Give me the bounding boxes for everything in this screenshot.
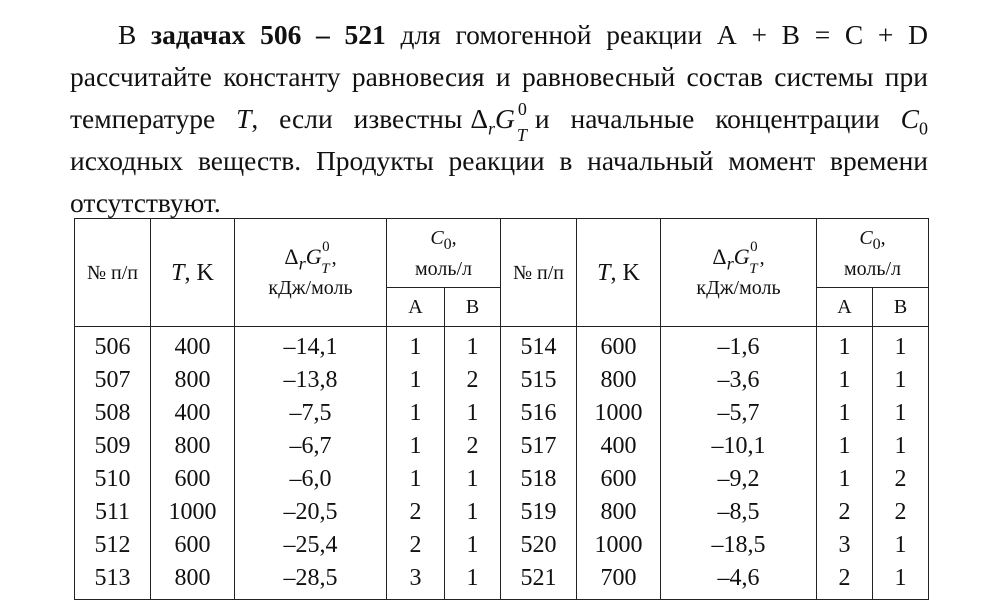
cell-left-temperature: 800: [151, 430, 235, 463]
data-table: [74, 218, 929, 600]
cell-left-number: 511: [75, 496, 151, 529]
cell-right-gibbs: –4,6: [661, 562, 817, 600]
cell-right-conc-b: 1: [873, 562, 929, 600]
cell-right-gibbs: –10,1: [661, 430, 817, 463]
cell-right-conc-b: 1: [873, 397, 929, 430]
cell-right-conc-b: 1: [873, 364, 929, 397]
cell-left-number: 512: [75, 529, 151, 562]
cell-left-temperature: 400: [151, 327, 235, 365]
cell-left-temperature: 600: [151, 529, 235, 562]
cell-right-number: 519: [501, 496, 577, 529]
cell-left-conc-a: 2: [387, 496, 445, 529]
cell-right-temperature: 700: [577, 562, 661, 600]
cell-left-conc-b: 1: [445, 529, 501, 562]
intro-lead: В: [118, 19, 137, 50]
cell-left-conc-a: 1: [387, 430, 445, 463]
intro-text-3: и начальные концентрации: [534, 103, 880, 134]
task-range: задачах 506 – 521: [151, 19, 386, 50]
header-gibbs-right: $\Delta_rG$ 0 T , кДж/моль: [661, 219, 817, 327]
cell-right-conc-a: 1: [817, 364, 873, 397]
cell-left-temperature: 400: [151, 397, 235, 430]
cell-right-gibbs: –3,6: [661, 364, 817, 397]
cell-left-conc-b: 1: [445, 327, 501, 365]
cell-left-conc-b: 2: [445, 364, 501, 397]
header-gibbs-left: $\Delta_rG$ 0 T , кДж/моль: [235, 219, 387, 327]
cell-right-temperature: 600: [577, 327, 661, 365]
header-b-right: В: [873, 288, 929, 327]
cell-right-temperature: 800: [577, 496, 661, 529]
cell-right-number: 521: [501, 562, 577, 600]
cell-right-number: 515: [501, 364, 577, 397]
table-row: [75, 496, 929, 529]
cell-left-conc-b: 1: [445, 463, 501, 496]
cell-right-gibbs: –5,7: [661, 397, 817, 430]
header-temperature-left: T, K: [151, 219, 235, 327]
table-row: [75, 397, 929, 430]
cell-right-conc-a: 1: [817, 430, 873, 463]
cell-left-temperature: 1000: [151, 496, 235, 529]
cell-left-temperature: 600: [151, 463, 235, 496]
cell-left-gibbs: –7,5: [235, 397, 387, 430]
cell-right-number: 520: [501, 529, 577, 562]
table-row: [75, 463, 929, 496]
header-concentration-right: $C_0$, моль/л: [817, 219, 929, 288]
cell-left-number: 508: [75, 397, 151, 430]
cell-right-conc-a: 1: [817, 397, 873, 430]
cell-left-conc-b: 2: [445, 430, 501, 463]
cell-left-conc-a: 1: [387, 463, 445, 496]
cell-left-gibbs: –6,0: [235, 463, 387, 496]
header-concentration-left: $C_0$, моль/л: [387, 219, 501, 288]
header-b-left: В: [445, 288, 501, 327]
cell-left-conc-a: 1: [387, 364, 445, 397]
header-number-left: № п/п: [75, 219, 151, 327]
gibbs-symbol: $\Delta_rG$ 0 T: [470, 99, 527, 145]
cell-right-gibbs: –8,5: [661, 496, 817, 529]
cell-left-gibbs: –25,4: [235, 529, 387, 562]
cell-left-conc-a: 3: [387, 562, 445, 600]
header-a-right: А: [817, 288, 873, 327]
cell-left-gibbs: –13,8: [235, 364, 387, 397]
cell-right-conc-b: 2: [873, 463, 929, 496]
task-description: [70, 14, 928, 224]
cell-left-conc-a: 2: [387, 529, 445, 562]
intro-text-4: исходных веществ. Продукты реакции в начальный момент времени отсутствуют.: [70, 145, 928, 218]
header-temperature-right: T, K: [577, 219, 661, 327]
cell-left-conc-b: 1: [445, 397, 501, 430]
cell-right-conc-b: 1: [873, 430, 929, 463]
cell-right-temperature: 400: [577, 430, 661, 463]
cell-right-number: 516: [501, 397, 577, 430]
cell-left-number: 507: [75, 364, 151, 397]
cell-right-conc-a: 1: [817, 463, 873, 496]
header-a-left: А: [387, 288, 445, 327]
table-row: [75, 327, 929, 365]
table-row: [75, 430, 929, 463]
cell-right-conc-b: 1: [873, 529, 929, 562]
cell-right-temperature: 800: [577, 364, 661, 397]
table-row: [75, 529, 929, 562]
table-body: [75, 327, 929, 600]
cell-right-conc-a: 1: [817, 327, 873, 365]
header-number-right: № п/п: [501, 219, 577, 327]
cell-left-conc-a: 1: [387, 397, 445, 430]
cell-right-number: 518: [501, 463, 577, 496]
cell-left-number: 506: [75, 327, 151, 365]
cell-right-conc-a: 2: [817, 562, 873, 600]
cell-left-number: 513: [75, 562, 151, 600]
cell-left-gibbs: –6,7: [235, 430, 387, 463]
cell-right-temperature: 600: [577, 463, 661, 496]
cell-right-conc-a: 2: [817, 496, 873, 529]
cell-left-conc-a: 1: [387, 327, 445, 365]
cell-left-temperature: 800: [151, 364, 235, 397]
cell-left-number: 510: [75, 463, 151, 496]
table-row: [75, 364, 929, 397]
cell-right-temperature: 1000: [577, 529, 661, 562]
cell-right-number: 517: [501, 430, 577, 463]
cell-left-conc-b: 1: [445, 496, 501, 529]
table-row: [75, 562, 929, 600]
cell-left-gibbs: –14,1: [235, 327, 387, 365]
concentration-symbol: $C_0$: [900, 103, 929, 139]
cell-right-number: 514: [501, 327, 577, 365]
intro-text-1: для гомогенной реакции А + В = С + D рассчитайте константу равновесия и равновесный состав системы при температуре: [70, 19, 928, 134]
cell-right-temperature: 1000: [577, 397, 661, 430]
cell-right-conc-b: 2: [873, 496, 929, 529]
cell-right-conc-b: 1: [873, 327, 929, 365]
cell-right-conc-a: 3: [817, 529, 873, 562]
cell-right-gibbs: –1,6: [661, 327, 817, 365]
cell-left-gibbs: –20,5: [235, 496, 387, 529]
temperature-symbol: T: [236, 103, 252, 134]
cell-left-gibbs: –28,5: [235, 562, 387, 600]
cell-right-gibbs: –9,2: [661, 463, 817, 496]
cell-right-gibbs: –18,5: [661, 529, 817, 562]
cell-left-number: 509: [75, 430, 151, 463]
cell-left-conc-b: 1: [445, 562, 501, 600]
cell-left-temperature: 800: [151, 562, 235, 600]
intro-text-2: , если известны: [251, 103, 463, 134]
